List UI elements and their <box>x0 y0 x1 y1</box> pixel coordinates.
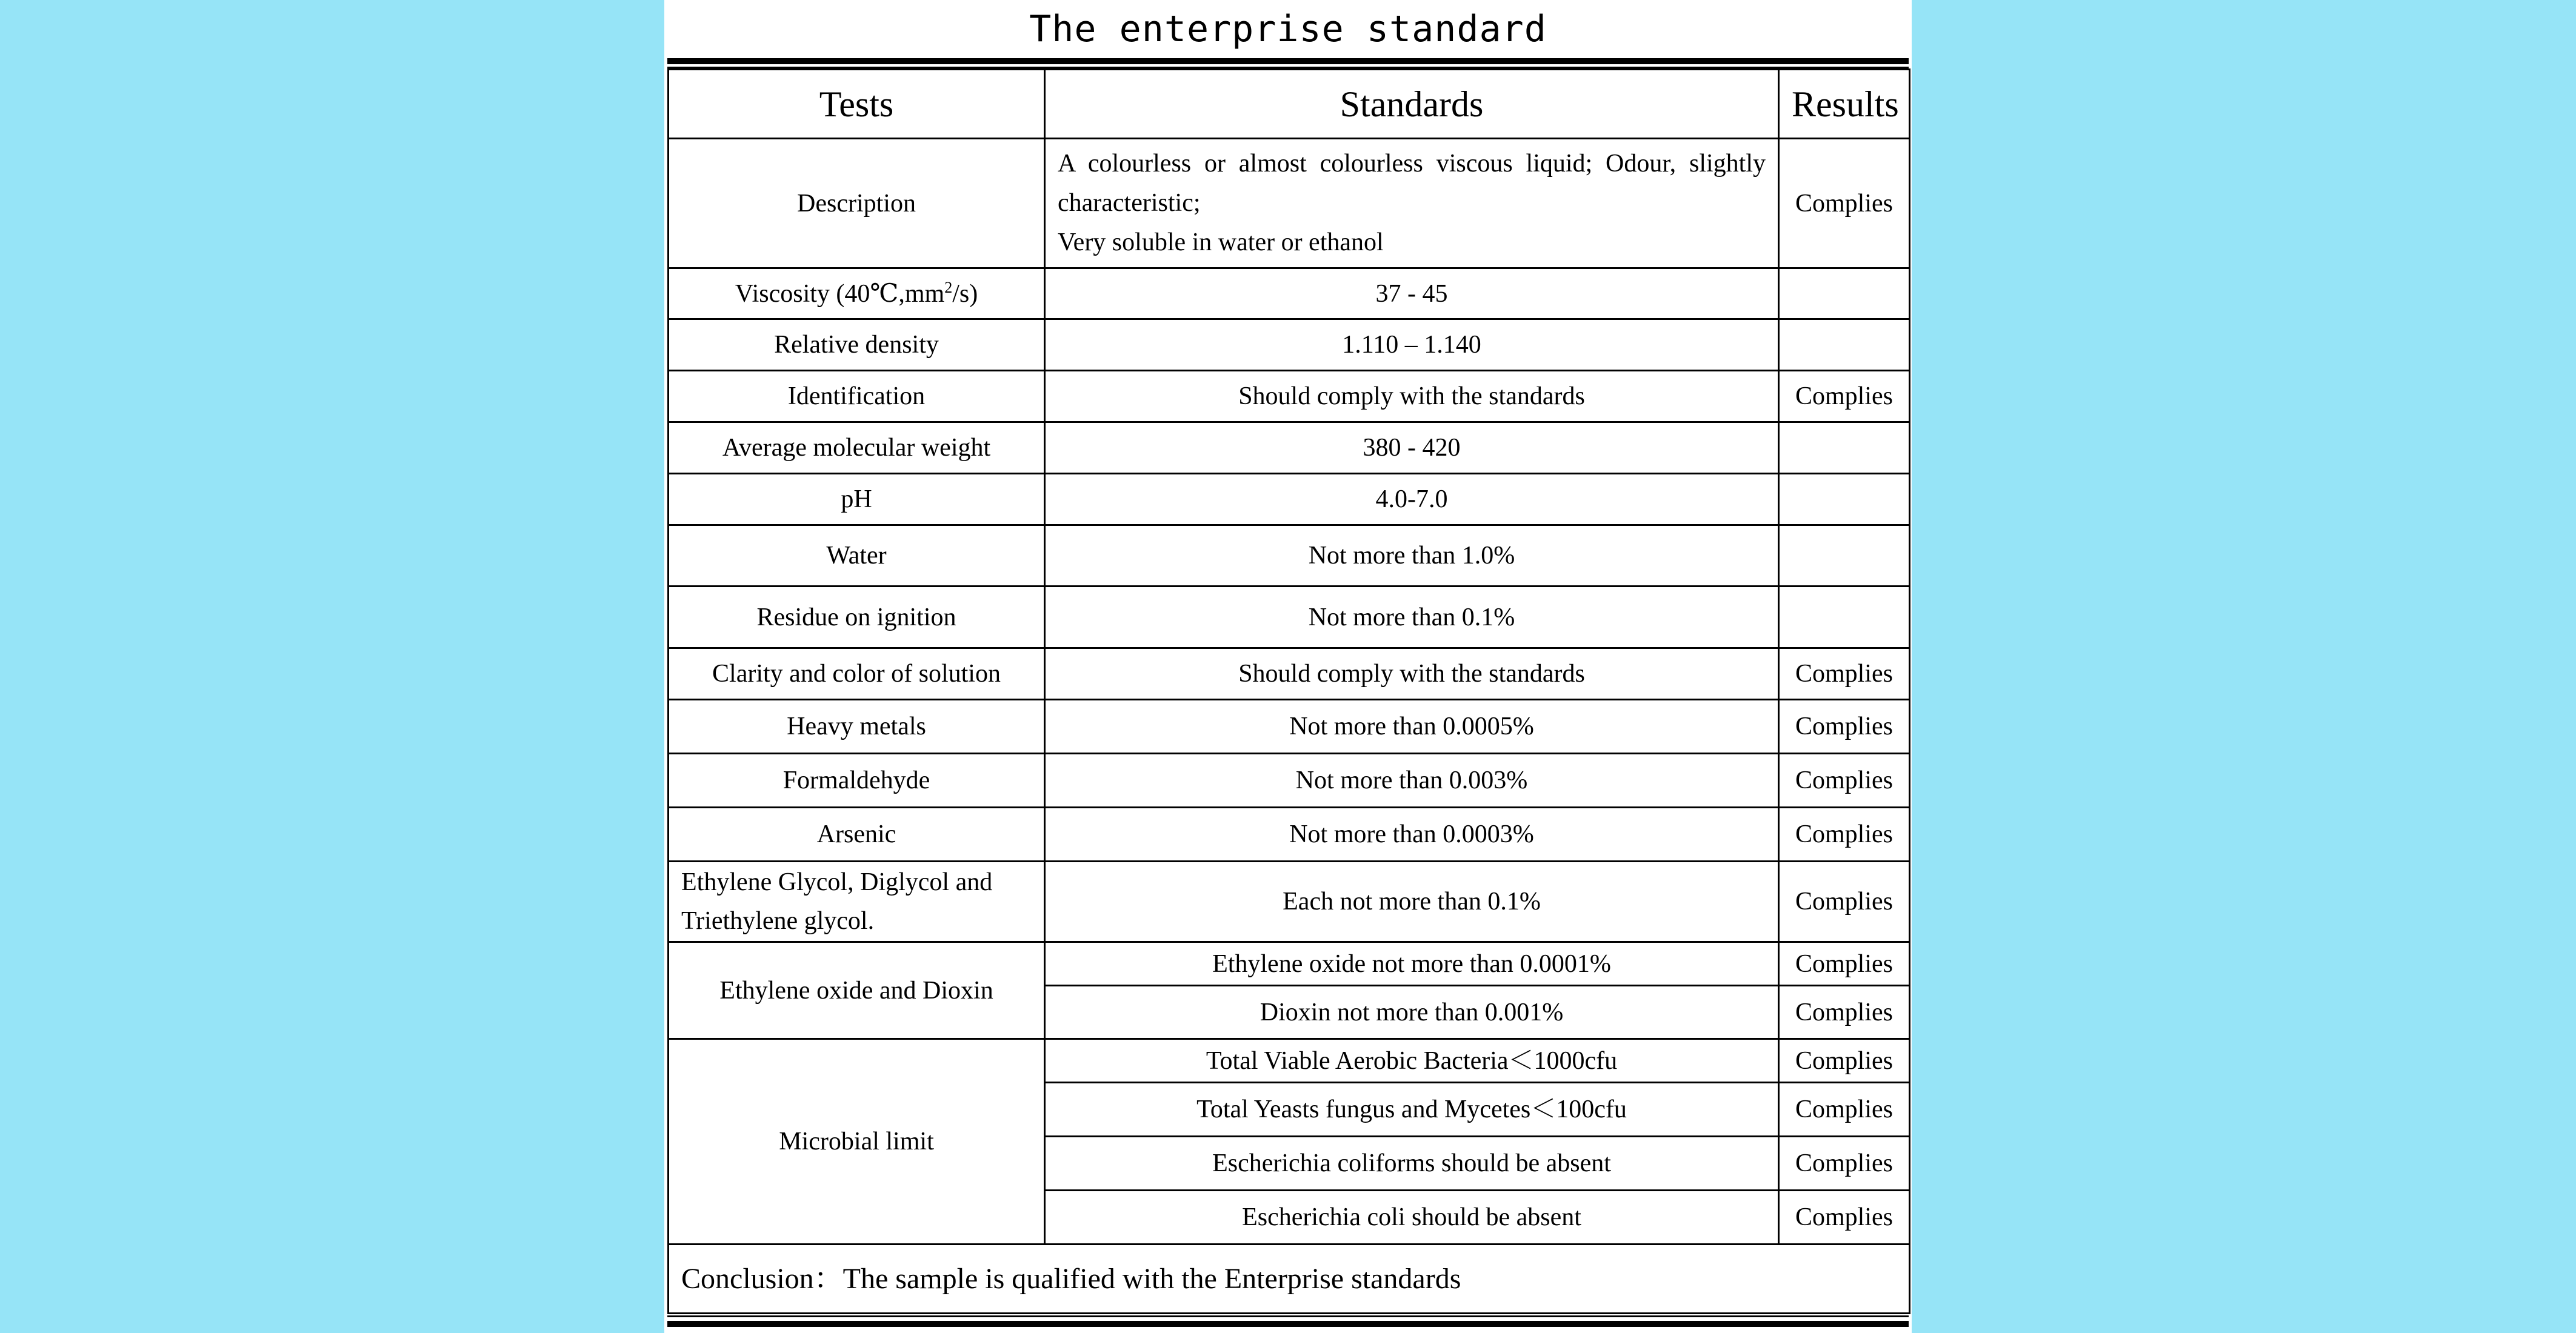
standard-cell: Total Viable Aerobic Bacteria＜1000cfu <box>1045 1039 1779 1083</box>
table-row-molecular-weight <box>669 422 1910 474</box>
standard-cell: 37 - 45 <box>1045 268 1779 319</box>
specification-table <box>667 68 1910 1314</box>
result-cell <box>1779 268 1910 319</box>
standard-cell: Dioxin not more than 0.001% <box>1045 986 1779 1039</box>
standard-cell: Should comply with the standards <box>1045 371 1779 422</box>
result-cell <box>1779 525 1910 587</box>
table-row-water <box>669 525 1910 587</box>
result-cell: Complies <box>1779 986 1910 1039</box>
header-results: Results <box>1779 70 1910 139</box>
standard-cell <box>1045 139 1779 268</box>
standard-cell: Not more than 0.1% <box>1045 587 1779 648</box>
document-sheet <box>664 0 1912 1333</box>
bottom-thick-rule <box>667 1321 1909 1327</box>
top-thick-rule <box>667 58 1909 64</box>
table-row-clarity <box>669 648 1910 700</box>
table-row-identification <box>669 371 1910 422</box>
standard-cell: Not more than 1.0% <box>1045 525 1779 587</box>
standard-cell: 4.0-7.0 <box>1045 474 1779 525</box>
header-standards: Standards <box>1045 70 1779 139</box>
table-row-aerobic-bacteria <box>669 1039 1910 1083</box>
standard-line: Very soluble in water or ethanol <box>1058 228 1384 256</box>
test-cell: Formaldehyde <box>669 754 1045 808</box>
result-cell: Complies <box>1779 754 1910 808</box>
header-tests: Tests <box>669 70 1045 139</box>
test-text: Viscosity (40℃,mm <box>735 279 945 308</box>
result-cell: Complies <box>1779 139 1910 268</box>
test-text: /s) <box>952 279 978 308</box>
standard-cell: Each not more than 0.1% <box>1045 862 1779 942</box>
superscript: 2 <box>944 278 953 296</box>
result-cell <box>1779 587 1910 648</box>
standard-cell: Escherichia coliforms should be absent <box>1045 1137 1779 1191</box>
standard-cell: Not more than 0.0005% <box>1045 700 1779 754</box>
standard-cell: Should comply with the standards <box>1045 648 1779 700</box>
table-row-viscosity <box>669 268 1910 319</box>
table-header-row <box>669 70 1910 139</box>
standard-cell: Escherichia coli should be absent <box>1045 1191 1779 1245</box>
test-cell: Identification <box>669 371 1045 422</box>
result-cell <box>1779 319 1910 371</box>
result-cell <box>1779 474 1910 525</box>
test-cell: Ethylene Glycol, Diglycol and Triethylene glycol. <box>669 862 1045 942</box>
table-row-ethylene-oxide <box>669 942 1910 986</box>
test-cell: Heavy metals <box>669 700 1045 754</box>
result-cell: Complies <box>1779 808 1910 862</box>
test-cell: Microbial limit <box>669 1039 1045 1245</box>
table-row-ph <box>669 474 1910 525</box>
test-cell: Residue on ignition <box>669 587 1045 648</box>
table-row-conclusion <box>669 1245 1910 1314</box>
result-cell <box>1779 422 1910 474</box>
table-row-heavy-metals <box>669 700 1910 754</box>
test-cell: Arsenic <box>669 808 1045 862</box>
test-cell: pH <box>669 474 1045 525</box>
test-cell: Average molecular weight <box>669 422 1045 474</box>
result-cell: Complies <box>1779 1191 1910 1245</box>
result-cell: Complies <box>1779 862 1910 942</box>
bottom-thin-rule <box>667 1315 1909 1317</box>
table-row-arsenic <box>669 808 1910 862</box>
result-cell: Complies <box>1779 371 1910 422</box>
test-cell: Ethylene oxide and Dioxin <box>669 942 1045 1039</box>
table-row-relative-density <box>669 319 1910 371</box>
table-row-description <box>669 139 1910 268</box>
standard-cell: Ethylene oxide not more than 0.0001% <box>1045 942 1779 986</box>
table-row-residue <box>669 587 1910 648</box>
standard-cell: 1.110 – 1.140 <box>1045 319 1779 371</box>
result-cell: Complies <box>1779 1137 1910 1191</box>
standard-cell: Total Yeasts fungus and Mycetes＜100cfu <box>1045 1083 1779 1137</box>
table-row-formaldehyde <box>669 754 1910 808</box>
result-cell: Complies <box>1779 1083 1910 1137</box>
result-cell: Complies <box>1779 1039 1910 1083</box>
standard-cell: 380 - 420 <box>1045 422 1779 474</box>
test-cell: Description <box>669 139 1045 268</box>
result-cell: Complies <box>1779 700 1910 754</box>
test-cell: Clarity and color of solution <box>669 648 1045 700</box>
conclusion-cell: Conclusion：The sample is qualified with the Enterprise standards <box>669 1245 1910 1314</box>
standard-cell: Not more than 0.0003% <box>1045 808 1779 862</box>
test-cell <box>669 268 1045 319</box>
standard-cell: Not more than 0.003% <box>1045 754 1779 808</box>
table-row-glycols <box>669 862 1910 942</box>
result-cell: Complies <box>1779 648 1910 700</box>
test-cell: Relative density <box>669 319 1045 371</box>
test-cell: Water <box>669 525 1045 587</box>
result-cell: Complies <box>1779 942 1910 986</box>
standard-line: A colourless or almost colourless viscous liquid; Odour, slightly characteristic; <box>1058 150 1766 217</box>
document-title: The enterprise standard <box>1029 8 1547 50</box>
